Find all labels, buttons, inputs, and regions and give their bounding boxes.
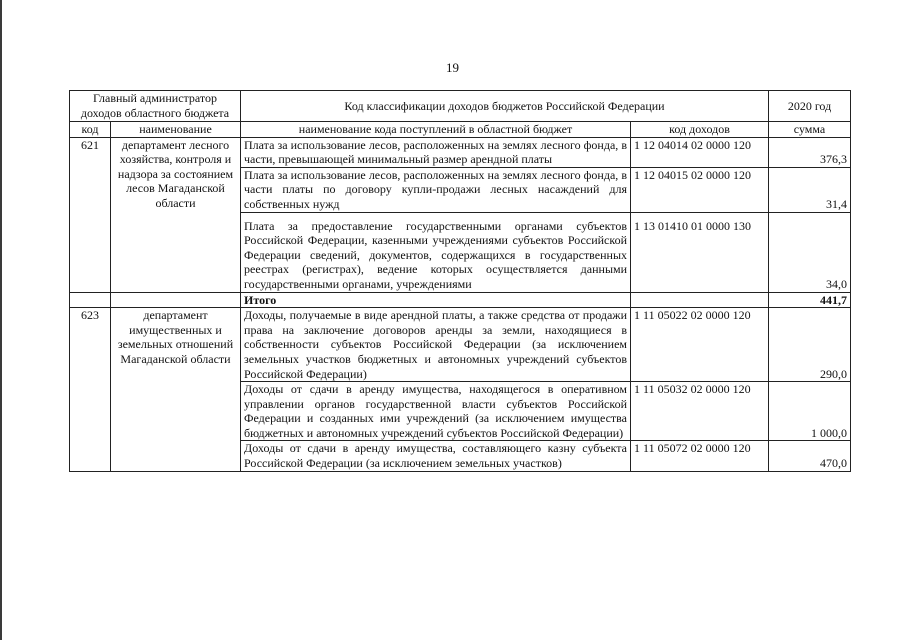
header-code: код [70, 122, 111, 138]
admin-name: департамент лесного хозяйства, контроля и надзора за состоянием лесов Магаданской области [111, 137, 241, 292]
scan-left-edge [0, 0, 2, 640]
header-income-code: код доходов [631, 122, 769, 138]
header-row-2 [70, 122, 851, 138]
income-name: Доходы, получаемые в виде арендной платы, а также средства от продажи права на заключение договоров аренды за земли, находящиеся в собственности субъектов Российской Федерации (за исключением земельных участков бюджетных и автономных учреждений субъектов Российской Федерации) [241, 308, 631, 382]
total-sum: 441,7 [769, 292, 851, 308]
header-row-1 [70, 91, 851, 122]
header-name: наименование [111, 122, 241, 138]
page-number: 19 [446, 60, 459, 75]
total-label: Итого [241, 292, 631, 308]
income-code: 1 11 05022 02 0000 120 [631, 308, 769, 382]
table-row [70, 308, 851, 382]
income-sum: 376,3 [769, 137, 851, 167]
income-sum: 34,0 [769, 212, 851, 292]
header-classification: Код классификации доходов бюджетов Российской Федерации [241, 91, 769, 122]
income-code: 1 12 04015 02 0000 120 [631, 167, 769, 212]
empty-cell [631, 292, 769, 308]
income-sum: 1 000,0 [769, 382, 851, 441]
header-year: 2020 год [769, 91, 851, 122]
income-name: Доходы от сдачи в аренду имущества, составляющего казну субъекта Российской Федерации (за исключением земельных участков) [241, 441, 631, 471]
income-code: 1 11 05072 02 0000 120 [631, 441, 769, 471]
header-income-name: наименование кода поступлений в областной бюджет [241, 122, 631, 138]
admin-code: 621 [70, 137, 111, 292]
header-sum: сумма [769, 122, 851, 138]
empty-cell [111, 292, 241, 308]
admin-code: 623 [70, 308, 111, 472]
revenue-table [69, 90, 851, 472]
income-code: 1 11 05032 02 0000 120 [631, 382, 769, 441]
income-name: Плата за использование лесов, расположенных на землях лесного фонда, в части платы по договору купли-продажи лесных насаждений для собственных нужд [241, 167, 631, 212]
header-main-admin: Главный администратор доходов областного бюджета [70, 91, 241, 122]
admin-name: департамент имущественных и земельных отношений Магаданской области [111, 308, 241, 472]
income-name: Плата за предоставление государственными органами субъектов Российской Федерации, казенными учреждениями субъектов Российской Федерации сведений, документов, содержащихся в государственных реестрах (регистрах), ведение которых осуществляется данными государственными органами, учреждениями [241, 212, 631, 292]
income-sum: 290,0 [769, 308, 851, 382]
table-row [70, 137, 851, 167]
total-row [70, 292, 851, 308]
income-code: 1 12 04014 02 0000 120 [631, 137, 769, 167]
income-sum: 31,4 [769, 167, 851, 212]
income-name: Плата за использование лесов, расположенных на землях лесного фонда, в части, превышающей минимальный размер арендной платы [241, 137, 631, 167]
income-sum: 470,0 [769, 441, 851, 471]
empty-cell [70, 292, 111, 308]
income-code: 1 13 01410 01 0000 130 [631, 212, 769, 292]
income-name: Доходы от сдачи в аренду имущества, находящегося в оперативном управлении органов государственной власти субъектов Российской Федерации и созданных ими учреждений (за исключением имущества бюджетных и автономных учреждений субъектов Российской Федерации) [241, 382, 631, 441]
